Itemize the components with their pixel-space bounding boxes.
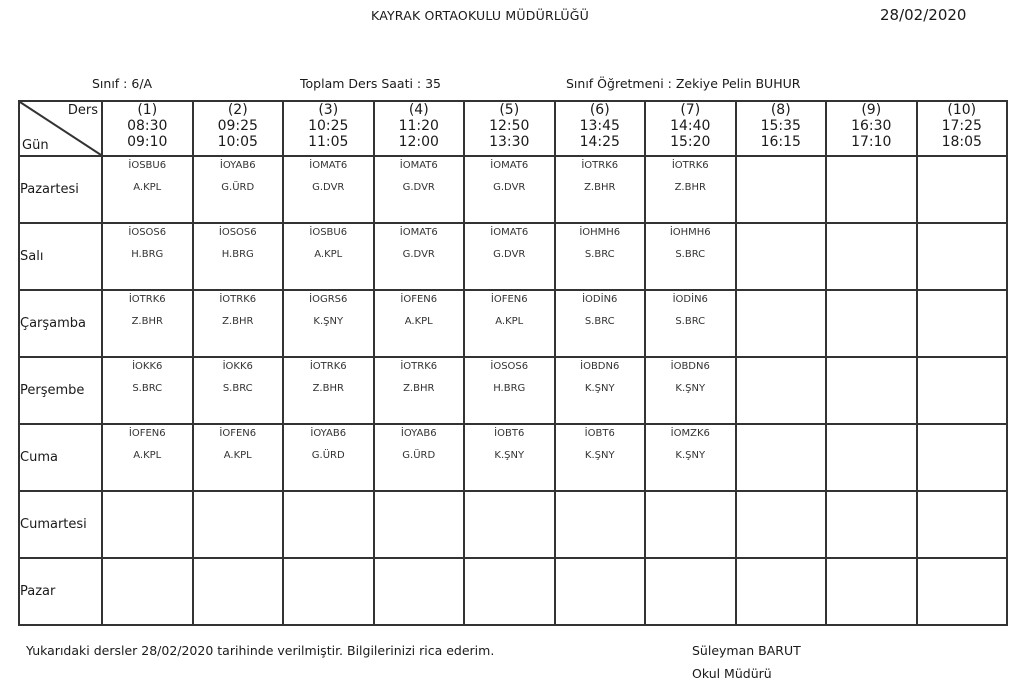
lesson-code: İOSOS6 bbox=[490, 361, 529, 372]
timetable bbox=[18, 100, 1008, 626]
period-start: 10:25 bbox=[308, 118, 349, 134]
timetable-header-row bbox=[19, 101, 1007, 156]
lesson-cell bbox=[464, 357, 555, 424]
period-number: (8) bbox=[770, 102, 791, 118]
lesson-cell bbox=[464, 558, 555, 625]
lesson-code bbox=[465, 494, 554, 508]
period-number: (4) bbox=[408, 102, 429, 118]
lesson-cell bbox=[917, 491, 1008, 558]
lesson-teacher: H.BRG bbox=[493, 383, 526, 394]
period-number: (1) bbox=[137, 102, 158, 118]
lesson-code: İOGRS6 bbox=[309, 294, 348, 305]
lesson-teacher: Z.BHR bbox=[674, 182, 706, 193]
lesson-teacher: K.ŞNY bbox=[584, 450, 615, 461]
lesson-code bbox=[918, 360, 1007, 374]
lesson-code bbox=[918, 494, 1007, 508]
corner-cell bbox=[19, 101, 102, 156]
period-header bbox=[555, 101, 646, 156]
lesson-code: İOKK6 bbox=[132, 361, 163, 372]
lesson-cell bbox=[917, 558, 1008, 625]
day-label: Çarşamba bbox=[19, 290, 102, 357]
day-row bbox=[19, 156, 1007, 223]
lesson-code: İOSOS6 bbox=[218, 227, 257, 238]
period-end: 15:20 bbox=[670, 134, 711, 150]
lesson-teacher: Z.BHR bbox=[222, 316, 254, 327]
lesson-cell bbox=[917, 223, 1008, 290]
lesson-code bbox=[194, 561, 283, 575]
lesson-teacher: Z.BHR bbox=[131, 316, 163, 327]
period-header bbox=[645, 101, 736, 156]
lesson-cell bbox=[193, 491, 284, 558]
lesson-code: İOFEN6 bbox=[490, 294, 528, 305]
period-header bbox=[374, 101, 465, 156]
total-hours-label: Toplam Ders Saati : 35 bbox=[300, 76, 442, 91]
class-teacher-label: Sınıf Öğretmeni : Zekiye Pelin BUHUR bbox=[566, 76, 801, 91]
lesson-code bbox=[827, 427, 916, 441]
lesson-cell bbox=[193, 424, 284, 491]
lesson-teacher: G.DVR bbox=[493, 182, 526, 193]
lesson-cell bbox=[917, 156, 1008, 223]
period-start: 13:45 bbox=[579, 118, 620, 134]
lesson-code bbox=[918, 293, 1007, 307]
lesson-code: İOMAT6 bbox=[490, 160, 529, 171]
lesson-code bbox=[737, 494, 826, 508]
day-row bbox=[19, 424, 1007, 491]
corner-day-label: Gün bbox=[22, 138, 49, 153]
corner-lesson-label: Ders bbox=[67, 103, 98, 118]
period-start: 15:35 bbox=[760, 118, 801, 134]
lesson-code: İOTRK6 bbox=[219, 294, 257, 305]
signatory-name: Süleyman BARUT bbox=[692, 643, 801, 658]
lesson-cell bbox=[283, 558, 374, 625]
lesson-cell bbox=[193, 290, 284, 357]
period-number: (10) bbox=[947, 102, 977, 118]
lesson-cell bbox=[826, 156, 917, 223]
lesson-code: İOYAB6 bbox=[310, 428, 347, 439]
lesson-code bbox=[646, 494, 735, 508]
lesson-code: İOTRK6 bbox=[309, 361, 347, 372]
lesson-teacher: A.KPL bbox=[314, 249, 343, 260]
lesson-code bbox=[737, 293, 826, 307]
lesson-cell bbox=[283, 223, 374, 290]
day-row bbox=[19, 357, 1007, 424]
lesson-cell bbox=[283, 491, 374, 558]
period-number: (5) bbox=[499, 102, 520, 118]
lesson-cell bbox=[555, 558, 646, 625]
period-start: 16:30 bbox=[851, 118, 892, 134]
lesson-cell bbox=[736, 156, 827, 223]
lesson-cell bbox=[826, 558, 917, 625]
lesson-code: İOBT6 bbox=[494, 428, 525, 439]
period-start: 17:25 bbox=[941, 118, 982, 134]
lesson-cell bbox=[645, 290, 736, 357]
lesson-code bbox=[646, 561, 735, 575]
lesson-code bbox=[918, 226, 1007, 240]
lesson-cell bbox=[917, 424, 1008, 491]
lesson-code bbox=[284, 494, 373, 508]
lesson-cell bbox=[283, 357, 374, 424]
lesson-teacher: S.BRC bbox=[675, 316, 706, 327]
lesson-cell bbox=[102, 156, 193, 223]
lesson-code bbox=[827, 159, 916, 173]
lesson-cell bbox=[102, 491, 193, 558]
lesson-cell bbox=[374, 424, 465, 491]
period-end: 13:30 bbox=[489, 134, 530, 150]
lesson-code: İOMAT6 bbox=[309, 160, 348, 171]
lesson-teacher: K.ŞNY bbox=[313, 316, 344, 327]
lesson-cell bbox=[826, 424, 917, 491]
day-row bbox=[19, 491, 1007, 558]
lesson-code bbox=[194, 494, 283, 508]
day-row bbox=[19, 558, 1007, 625]
lesson-teacher: G.ÜRD bbox=[402, 450, 436, 461]
lesson-code bbox=[556, 561, 645, 575]
lesson-cell bbox=[645, 424, 736, 491]
document-title: KAYRAK ORTAOKULU MÜDÜRLÜĞÜ bbox=[371, 8, 589, 23]
lesson-code bbox=[827, 360, 916, 374]
lesson-code bbox=[918, 159, 1007, 173]
lesson-teacher: G.DVR bbox=[402, 249, 435, 260]
period-number: (2) bbox=[227, 102, 248, 118]
lesson-cell bbox=[283, 290, 374, 357]
lesson-teacher: Z.BHR bbox=[312, 383, 344, 394]
lesson-code bbox=[737, 226, 826, 240]
day-row bbox=[19, 290, 1007, 357]
lesson-code: İOMAT6 bbox=[399, 160, 438, 171]
lesson-cell bbox=[555, 424, 646, 491]
lesson-cell bbox=[917, 290, 1008, 357]
period-start: 14:40 bbox=[670, 118, 711, 134]
lesson-teacher: A.KPL bbox=[133, 182, 162, 193]
lesson-cell bbox=[736, 558, 827, 625]
lesson-cell bbox=[193, 156, 284, 223]
lesson-code: İOTRK6 bbox=[581, 160, 619, 171]
lesson-code bbox=[827, 494, 916, 508]
signatory-title: Okul Müdürü bbox=[692, 666, 772, 681]
lesson-cell bbox=[645, 223, 736, 290]
day-label: Cuma bbox=[19, 424, 102, 491]
lesson-cell bbox=[736, 491, 827, 558]
lesson-cell bbox=[464, 424, 555, 491]
lesson-code: İOTRK6 bbox=[400, 361, 438, 372]
lesson-cell bbox=[826, 290, 917, 357]
lesson-cell bbox=[736, 424, 827, 491]
lesson-teacher: K.ŞNY bbox=[675, 383, 706, 394]
lesson-teacher: S.BRC bbox=[132, 383, 163, 394]
lesson-teacher: A.KPL bbox=[404, 316, 433, 327]
lesson-teacher: A.KPL bbox=[223, 450, 252, 461]
lesson-cell bbox=[193, 558, 284, 625]
lesson-cell bbox=[645, 558, 736, 625]
lesson-code bbox=[284, 561, 373, 575]
lesson-code: İOBDN6 bbox=[670, 361, 710, 372]
lesson-teacher: G.DVR bbox=[402, 182, 435, 193]
lesson-code bbox=[465, 561, 554, 575]
period-end: 11:05 bbox=[308, 134, 349, 150]
lesson-teacher: K.ŞNY bbox=[584, 383, 615, 394]
lesson-cell bbox=[374, 357, 465, 424]
lesson-code: İOFEN6 bbox=[128, 428, 166, 439]
lesson-teacher: S.BRC bbox=[675, 249, 706, 260]
lesson-code bbox=[375, 561, 464, 575]
lesson-code: İOTRK6 bbox=[128, 294, 166, 305]
lesson-code: İOMZK6 bbox=[670, 428, 710, 439]
period-header bbox=[102, 101, 193, 156]
lesson-code: İOSBU6 bbox=[309, 227, 348, 238]
lesson-code: İOFEN6 bbox=[400, 294, 438, 305]
lesson-code bbox=[556, 494, 645, 508]
lesson-cell bbox=[645, 491, 736, 558]
lesson-code: İOYAB6 bbox=[400, 428, 437, 439]
lesson-code: İOSOS6 bbox=[128, 227, 167, 238]
lesson-teacher: Z.BHR bbox=[584, 182, 616, 193]
period-end: 12:00 bbox=[398, 134, 439, 150]
lesson-teacher: S.BRC bbox=[222, 383, 253, 394]
day-label: Salı bbox=[19, 223, 102, 290]
class-label: Sınıf : 6/A bbox=[92, 76, 153, 91]
lesson-cell bbox=[645, 357, 736, 424]
lesson-code: İOSBU6 bbox=[128, 160, 167, 171]
lesson-cell bbox=[283, 156, 374, 223]
lesson-code: İODİN6 bbox=[672, 294, 708, 305]
period-start: 12:50 bbox=[489, 118, 530, 134]
lesson-cell bbox=[736, 290, 827, 357]
lesson-code: İOHMH6 bbox=[669, 227, 711, 238]
period-header bbox=[283, 101, 374, 156]
period-end: 17:10 bbox=[851, 134, 892, 150]
period-start: 08:30 bbox=[127, 118, 168, 134]
lesson-teacher: H.BRG bbox=[221, 249, 254, 260]
day-row bbox=[19, 223, 1007, 290]
lesson-code: İOHMH6 bbox=[579, 227, 621, 238]
lesson-teacher: S.BRC bbox=[584, 316, 615, 327]
lesson-cell bbox=[917, 357, 1008, 424]
period-header bbox=[917, 101, 1008, 156]
period-header bbox=[826, 101, 917, 156]
day-label: Pazar bbox=[19, 558, 102, 625]
lesson-teacher: K.ŞNY bbox=[675, 450, 706, 461]
lesson-code bbox=[103, 561, 192, 575]
lesson-cell bbox=[374, 156, 465, 223]
lesson-code bbox=[827, 226, 916, 240]
period-header bbox=[193, 101, 284, 156]
lesson-code: İOKK6 bbox=[222, 361, 253, 372]
lesson-teacher: K.ŞNY bbox=[494, 450, 525, 461]
lesson-cell bbox=[645, 156, 736, 223]
lesson-cell bbox=[374, 558, 465, 625]
lesson-teacher: S.BRC bbox=[584, 249, 615, 260]
period-end: 10:05 bbox=[217, 134, 258, 150]
lesson-cell bbox=[102, 357, 193, 424]
lesson-teacher: H.BRG bbox=[131, 249, 164, 260]
period-start: 09:25 bbox=[217, 118, 258, 134]
lesson-cell bbox=[374, 290, 465, 357]
lesson-cell bbox=[555, 290, 646, 357]
lesson-cell bbox=[826, 223, 917, 290]
lesson-code bbox=[737, 427, 826, 441]
lesson-code bbox=[375, 494, 464, 508]
lesson-code: İOMAT6 bbox=[399, 227, 438, 238]
lesson-teacher: A.KPL bbox=[495, 316, 524, 327]
period-end: 09:10 bbox=[127, 134, 168, 150]
lesson-cell bbox=[464, 223, 555, 290]
period-number: (3) bbox=[318, 102, 339, 118]
lesson-cell bbox=[102, 558, 193, 625]
lesson-cell bbox=[464, 156, 555, 223]
lesson-teacher: A.KPL bbox=[133, 450, 162, 461]
lesson-cell bbox=[102, 223, 193, 290]
lesson-code: İOBDN6 bbox=[580, 361, 620, 372]
period-number: (9) bbox=[861, 102, 882, 118]
lesson-code bbox=[103, 494, 192, 508]
lesson-cell bbox=[193, 223, 284, 290]
lesson-code bbox=[827, 561, 916, 575]
lesson-cell bbox=[102, 290, 193, 357]
lesson-teacher: G.DVR bbox=[312, 182, 345, 193]
lesson-code: İOYAB6 bbox=[219, 160, 256, 171]
lesson-code: İOMAT6 bbox=[490, 227, 529, 238]
lesson-cell bbox=[555, 357, 646, 424]
lesson-code: İOFEN6 bbox=[219, 428, 257, 439]
document-date: 28/02/2020 bbox=[880, 6, 967, 24]
lesson-cell bbox=[555, 223, 646, 290]
day-label: Pazartesi bbox=[19, 156, 102, 223]
lesson-cell bbox=[464, 491, 555, 558]
period-header bbox=[736, 101, 827, 156]
period-end: 18:05 bbox=[941, 134, 982, 150]
lesson-cell bbox=[826, 357, 917, 424]
lesson-code bbox=[827, 293, 916, 307]
lesson-cell bbox=[464, 290, 555, 357]
lesson-cell bbox=[283, 424, 374, 491]
lesson-teacher: Z.BHR bbox=[403, 383, 435, 394]
lesson-cell bbox=[736, 357, 827, 424]
lesson-teacher: G.ÜRD bbox=[221, 182, 255, 193]
lesson-cell bbox=[736, 223, 827, 290]
lesson-code bbox=[737, 159, 826, 173]
period-end: 14:25 bbox=[579, 134, 620, 150]
lesson-cell bbox=[555, 156, 646, 223]
lesson-cell bbox=[826, 491, 917, 558]
period-number: (6) bbox=[589, 102, 610, 118]
period-header bbox=[464, 101, 555, 156]
lesson-code bbox=[737, 561, 826, 575]
period-number: (7) bbox=[680, 102, 701, 118]
lesson-code: İODİN6 bbox=[582, 294, 618, 305]
footer-note: Yukarıdaki dersler 28/02/2020 tarihinde verilmiştir. Bilgilerinizi rica ederim. bbox=[26, 643, 495, 658]
lesson-code: İOTRK6 bbox=[671, 160, 709, 171]
day-label: Perşembe bbox=[19, 357, 102, 424]
lesson-cell bbox=[102, 424, 193, 491]
lesson-code: İOBT6 bbox=[584, 428, 615, 439]
lesson-code bbox=[737, 360, 826, 374]
lesson-cell bbox=[374, 491, 465, 558]
day-label: Cumartesi bbox=[19, 491, 102, 558]
lesson-code bbox=[918, 427, 1007, 441]
lesson-teacher: G.ÜRD bbox=[311, 450, 345, 461]
lesson-cell bbox=[193, 357, 284, 424]
lesson-cell bbox=[374, 223, 465, 290]
lesson-cell bbox=[555, 491, 646, 558]
period-start: 11:20 bbox=[398, 118, 439, 134]
lesson-code bbox=[918, 561, 1007, 575]
period-end: 16:15 bbox=[760, 134, 801, 150]
lesson-teacher: G.DVR bbox=[493, 249, 526, 260]
